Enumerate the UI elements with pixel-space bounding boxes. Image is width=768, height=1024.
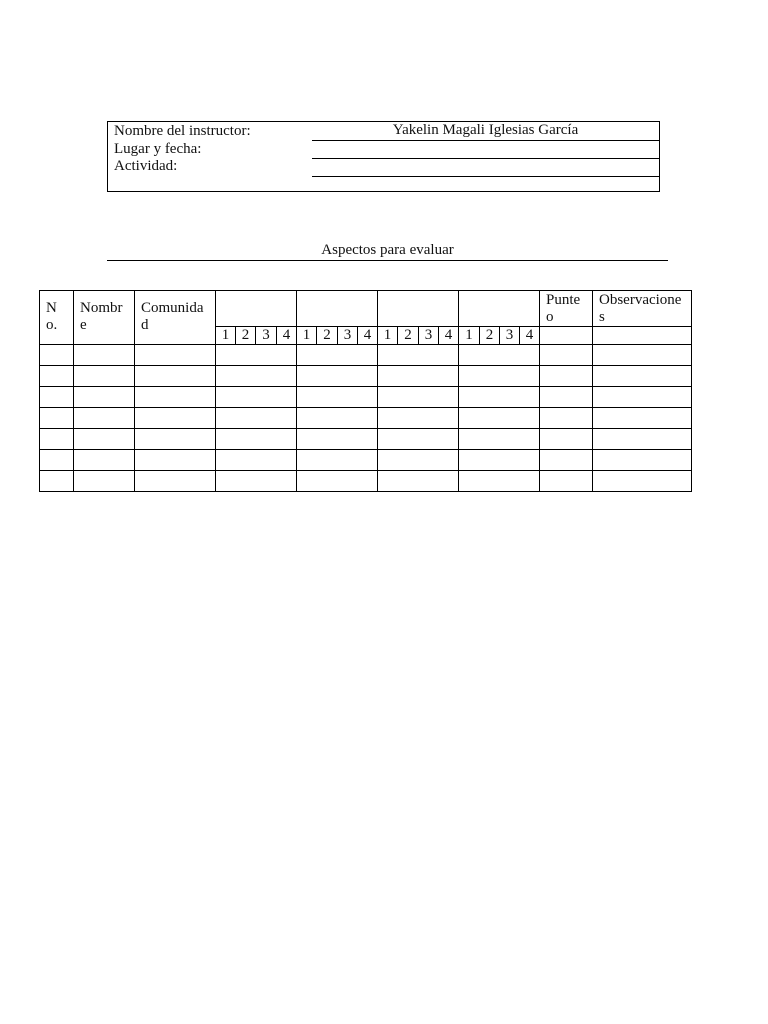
table-row[interactable]	[40, 387, 692, 408]
cell-observations[interactable]	[593, 345, 692, 366]
cell-observations[interactable]	[593, 450, 692, 471]
cell-name[interactable]	[74, 429, 135, 450]
cell-points[interactable]	[540, 387, 593, 408]
cell-aspect-4[interactable]	[459, 408, 540, 429]
cell-community[interactable]	[135, 408, 216, 429]
cell-aspect-3[interactable]	[378, 429, 459, 450]
cell-no[interactable]	[40, 408, 74, 429]
table-row[interactable]	[40, 471, 692, 492]
aspect-header-1	[216, 291, 297, 327]
cell-observations[interactable]	[593, 429, 692, 450]
scale-1: 1	[378, 327, 398, 345]
table-row[interactable]	[40, 429, 692, 450]
cell-no[interactable]	[40, 345, 74, 366]
cell-no[interactable]	[40, 429, 74, 450]
place-date-field-line[interactable]	[312, 158, 660, 159]
cell-aspect-2[interactable]	[297, 429, 378, 450]
scale-3: 3	[338, 327, 358, 345]
cell-name[interactable]	[74, 450, 135, 471]
aspect-header-2	[297, 291, 378, 327]
cell-no[interactable]	[40, 366, 74, 387]
scale-1: 1	[216, 327, 236, 345]
cell-aspect-2[interactable]	[297, 471, 378, 492]
cell-observations[interactable]	[593, 471, 692, 492]
cell-no[interactable]	[40, 450, 74, 471]
cell-aspect-1[interactable]	[216, 471, 297, 492]
cell-points[interactable]	[540, 408, 593, 429]
aspect-header-4	[459, 291, 540, 327]
evaluation-aspects-heading: Aspectos para evaluar	[107, 242, 668, 261]
cell-points[interactable]	[540, 471, 593, 492]
scale-4: 4	[439, 327, 459, 345]
cell-aspect-4[interactable]	[459, 345, 540, 366]
cell-community[interactable]	[135, 429, 216, 450]
cell-points[interactable]	[540, 366, 593, 387]
cell-aspect-1[interactable]	[216, 429, 297, 450]
instructor-underline	[312, 140, 660, 141]
cell-aspect-1[interactable]	[216, 366, 297, 387]
column-header-no: No.	[40, 291, 74, 345]
column-header-community: Comunidad	[135, 291, 216, 345]
table-row[interactable]	[40, 366, 692, 387]
table-row[interactable]	[40, 450, 692, 471]
cell-aspect-3[interactable]	[378, 345, 459, 366]
scale-2: 2	[317, 327, 338, 345]
cell-name[interactable]	[74, 408, 135, 429]
cell-aspect-3[interactable]	[378, 366, 459, 387]
cell-aspect-2[interactable]	[297, 345, 378, 366]
cell-aspect-4[interactable]	[459, 429, 540, 450]
cell-observations[interactable]	[593, 366, 692, 387]
cell-community[interactable]	[135, 345, 216, 366]
cell-points[interactable]	[540, 429, 593, 450]
cell-aspect-2[interactable]	[297, 387, 378, 408]
instructor-name: Yakelin Magali Iglesias García	[392, 122, 579, 138]
cell-aspect-2[interactable]	[297, 366, 378, 387]
cell-aspect-1[interactable]	[216, 345, 297, 366]
cell-aspect-4[interactable]	[459, 366, 540, 387]
cell-no[interactable]	[40, 471, 74, 492]
scale-3: 3	[419, 327, 439, 345]
cell-observations[interactable]	[593, 408, 692, 429]
cell-aspect-2[interactable]	[297, 408, 378, 429]
scale-2: 2	[398, 327, 419, 345]
aspect-header-3	[378, 291, 459, 327]
column-header-points: Punteo	[540, 291, 593, 327]
cell-aspect-2[interactable]	[297, 450, 378, 471]
cell-name[interactable]	[74, 345, 135, 366]
scale-4: 4	[277, 327, 297, 345]
scale-1: 1	[459, 327, 480, 345]
scale-2: 2	[236, 327, 256, 345]
table-header-row	[40, 291, 692, 327]
scale-1: 1	[297, 327, 317, 345]
evaluation-table	[39, 290, 692, 492]
column-header-observations: Observaciones	[593, 291, 692, 327]
scale-4: 4	[358, 327, 378, 345]
activity-field-line[interactable]	[312, 176, 660, 177]
cell-points[interactable]	[540, 450, 593, 471]
scale-3: 3	[500, 327, 520, 345]
cell-aspect-3[interactable]	[378, 471, 459, 492]
cell-community[interactable]	[135, 471, 216, 492]
cell-community[interactable]	[135, 450, 216, 471]
cell-aspect-1[interactable]	[216, 450, 297, 471]
column-header-name: Nombre	[74, 291, 135, 345]
scale-2: 2	[480, 327, 500, 345]
cell-aspect-3[interactable]	[378, 387, 459, 408]
scale-4: 4	[520, 327, 540, 345]
cell-aspect-3[interactable]	[378, 450, 459, 471]
instructor-label: Nombre del instructor:	[114, 123, 251, 139]
scale-3: 3	[256, 327, 277, 345]
cell-name[interactable]	[74, 387, 135, 408]
cell-aspect-4[interactable]	[459, 471, 540, 492]
cell-points[interactable]	[540, 345, 593, 366]
cell-no[interactable]	[40, 387, 74, 408]
place-date-label: Lugar y fecha:	[114, 141, 202, 157]
cell-aspect-3[interactable]	[378, 408, 459, 429]
instructor-info-box	[107, 121, 660, 192]
points-subheader	[540, 327, 593, 345]
cell-community[interactable]	[135, 387, 216, 408]
table-row[interactable]	[40, 345, 692, 366]
cell-aspect-1[interactable]	[216, 408, 297, 429]
cell-aspect-4[interactable]	[459, 450, 540, 471]
cell-name[interactable]	[74, 366, 135, 387]
cell-name[interactable]	[74, 471, 135, 492]
observations-subheader	[593, 327, 692, 345]
table-row[interactable]	[40, 408, 692, 429]
activity-label: Actividad:	[114, 158, 178, 174]
cell-community[interactable]	[135, 366, 216, 387]
cell-observations[interactable]	[593, 387, 692, 408]
cell-aspect-4[interactable]	[459, 387, 540, 408]
cell-aspect-1[interactable]	[216, 387, 297, 408]
